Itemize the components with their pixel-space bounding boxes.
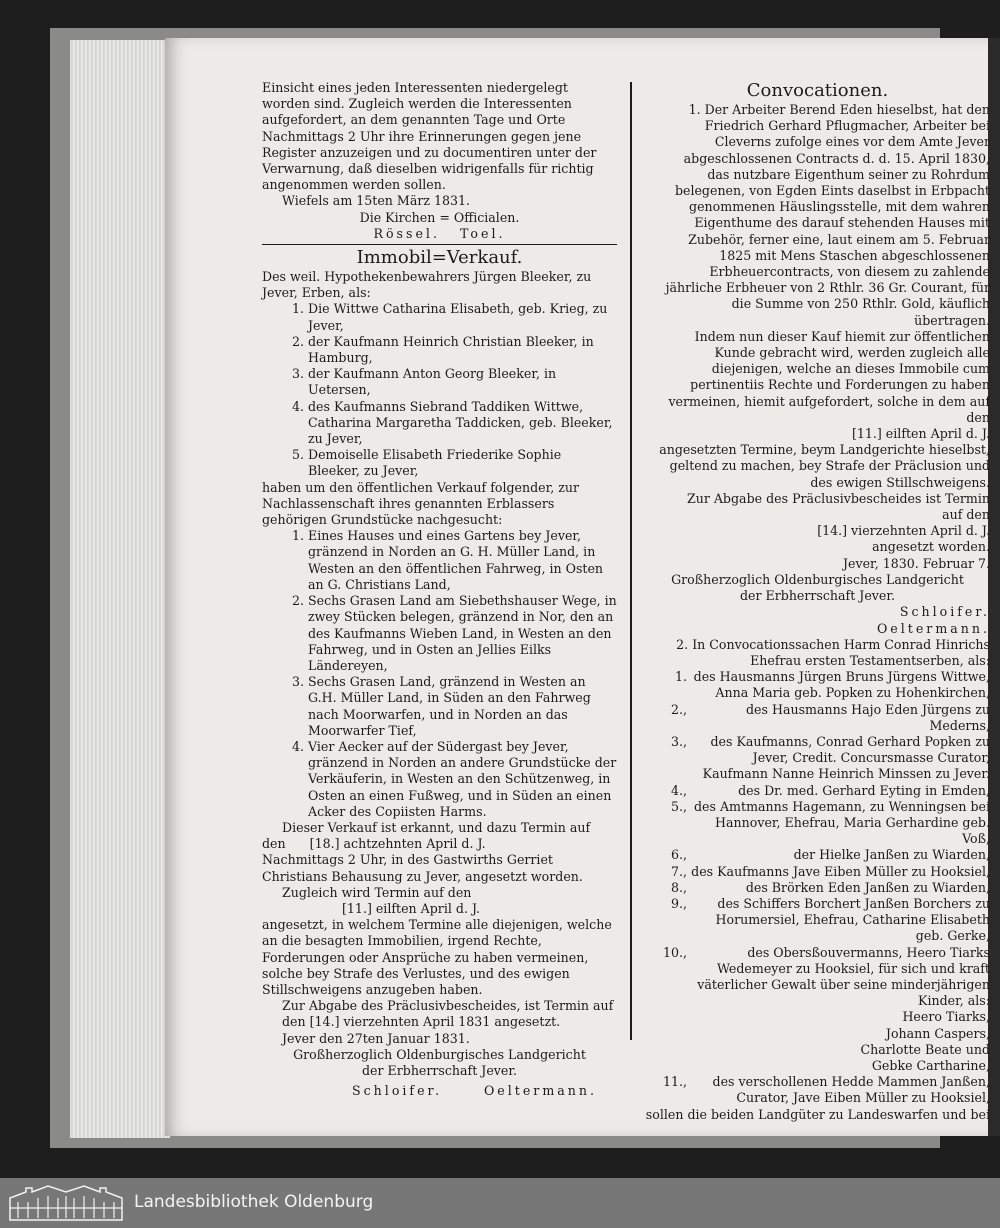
list-text: des Kaufmanns Siebrand Taddiken Wittwe, Catharina Margaretha Taddicken, geb. Bleeker, zu Jever,: [308, 398, 613, 447]
child-name: Gebke Cartharine,: [871, 1057, 990, 1073]
notice-date: Wiefels am 15ten März 1831.: [282, 193, 471, 209]
parcels-list: [262, 528, 617, 820]
signature: Schloifer.: [899, 604, 990, 620]
court-name: Großherzoglich Oldenburgisches Landgericht: [293, 1046, 586, 1062]
notice-paragraph: Einsicht eines jeden Interessenten niedergelegt worden sind. Zugleich werden die Interessenten aufgefordert, an dem genannten Tage und Orte Nachmittags 2 Uhr ihre Erinnerungen gegen jene Register anzuzeigen und zu documentiren unter der Verwarnung, daß dieselben widrigenfalls für richtig angenommen werden sollen.: [262, 80, 597, 193]
court-name: der Erbherrschaft Jever.: [740, 588, 895, 604]
list-text: Die Wittwe Catharina Elisabeth, geb. Krieg, zu Jever,: [308, 301, 608, 333]
list-item: [262, 593, 617, 674]
term-date: [14.] vierzehnten April d. J.: [817, 523, 990, 539]
list-number: 7.,: [670, 863, 687, 879]
preclusion-paragraph: Zur Abgabe des Präclusivbescheides, ist Termin auf den [14.] vierzehnten April 1831 angesetzt.: [282, 998, 614, 1030]
list-text: Vier Aecker auf der Südergast bey Jever, gränzend in Norden an andere Grundstücke der Verkäuferin, in Westen an den Schützenweg, in Osten an einen Fußweg, und in Süden an einen Acker des Copiisten Harms.: [308, 738, 617, 819]
court-name: der Erbherrschaft Jever.: [362, 1062, 517, 1078]
list-text: des Hausmanns Jürgen Bruns Jürgens Wittwe, Anna Maria geb. Popken zu Hohenkirchen,: [693, 669, 990, 701]
list-item: [262, 739, 617, 820]
list-text: Sechs Grasen Land, gränzend in Westen an G.H. Müller Land, in Süden an den Fahrweg nach Moorwarfen, und in Norden an das Moorwarfer Tief,: [308, 674, 591, 738]
heirs-list: [262, 301, 617, 479]
footer-bar: [0, 1178, 1000, 1228]
convocation-paragraph: Zur Abgabe des Präclusivbescheides ist Termin auf den: [686, 490, 990, 523]
list-item: [645, 864, 990, 880]
list-number: 3.,: [670, 733, 687, 749]
list-number: 5.: [291, 447, 304, 463]
convocation-paragraph: angesetzten Termine, beym Landgerichte hieselbst, geltend zu machen, bey Strafe der Präclusion und des ewigen Stillschweigens.: [659, 442, 990, 490]
list-text: des Brörken Eden Janßen zu Wiarden,: [745, 879, 990, 895]
convocation-paragraph: 2. In Convocationssachen Harm Conrad Hinrichs Ehefrau ersten Testamentserben, als:: [676, 636, 990, 668]
list-number: 1.: [291, 528, 304, 544]
list-item: [262, 334, 617, 366]
list-item: [645, 896, 990, 945]
convocation-paragraph: angesetzt worden.: [872, 539, 990, 555]
list-item: [645, 799, 990, 848]
list-item: [262, 399, 617, 448]
sale-location: Nachmittags 2 Uhr, in des Gastwirths Gerriet Christians Behausung zu Jever, angesetzt worden.: [262, 852, 583, 884]
section-heading: Convocationen.: [746, 80, 889, 101]
list-item: [262, 674, 617, 739]
column-divider: [630, 82, 632, 1040]
list-text: Eines Hauses und eines Gartens bey Jever, gränzend in Norden an G. H. Müller Land, in Westen an den öffentlichen Fahrweg, in Osten an G. Christians Land,: [308, 528, 604, 592]
section-heading: Immobil=Verkauf.: [356, 247, 523, 269]
term-date: [18.] achtzehnten April d. J.: [309, 836, 486, 852]
signature: Schloifer.: [352, 1083, 443, 1099]
list-text: des Schiffers Borchert Janßen Borchers zu Horumersiel, Ehefrau, Catharine Elisabeth geb. Gerke,: [715, 895, 990, 944]
convocation-paragraph: Indem nun dieser Kauf hiemit zur öffentlichen Kunde gebracht wird, werden zugleich alle diejenigen, welche an dieses Immobile cum pertinentiis Rechte und Forderungen zu haben vermeinen, hiemit aufgefordert, solche in dem auf den: [668, 328, 990, 425]
signature-line: [645, 621, 990, 637]
term-prefix: den: [262, 836, 286, 852]
list-item: [645, 880, 990, 896]
list-number: 3.: [291, 674, 304, 690]
list-text: der Hielke Janßen zu Wiarden,: [793, 847, 990, 863]
list-text: der Kaufmann Heinrich Christian Bleeker, in Hamburg,: [308, 333, 594, 366]
list-number: 11.,: [662, 1074, 687, 1090]
notice-officials: Die Kirchen = Officialen.: [359, 209, 520, 225]
list-number: 10.,: [662, 944, 687, 960]
list-item: [645, 783, 990, 799]
term-date: [11.] eilften April d. J.: [851, 426, 990, 442]
child-name: Johann Caspers,: [885, 1025, 990, 1041]
footer-label: Landesbibliothek Oldenburg: [134, 1192, 374, 1212]
list-item: [262, 366, 617, 398]
list-item: [262, 528, 617, 593]
court-name: Großherzoglich Oldenburgisches Landgericht: [671, 571, 964, 587]
child-name: Charlotte Beate und: [860, 1041, 990, 1057]
list-number: 4.,: [670, 782, 687, 798]
right-column: [645, 80, 990, 1123]
list-number: 2.: [291, 333, 304, 349]
list-text: des Amtmanns Hagemann, zu Wenningsen bei Hannover, Ehefrau, Maria Gerhardine geb. Voß,: [693, 798, 990, 847]
list-text: des Hausmanns Hajo Eden Jürgens zu Mederns,: [745, 701, 990, 733]
list-number: 8.,: [670, 879, 687, 895]
notice-date: Jever den 27ten Januar 1831.: [282, 1030, 470, 1046]
convocation-paragraph: 1. Der Arbeiter Berend Eden hieselbst, hat den Friedrich Gerhard Pflugmacher, Arbeiter bei Cleverns zufolge eines vor dem Amte Jever abgeschlossenen Contracts d. d. 15. April 1830, das nutzbare Eigenthum seiner zu Rohrdum belegenen, von Egden Eints daselbst in Erbpacht genommenen Häuslingsstelle, mit dem wahren Eigenthume des darauf stehenden Hauses mit Zubehör, ferner eine, laut einem am 5. Februar 1825 mit Mens Staschen abgeschlossenen Erbheuercontracts, von diesem zu zahlende jährliche Erbheuer von 2 Rthlr. 36 Gr. Courant, für die Summe von 250 Rthlr. Gold, käuflich übertragen.: [665, 102, 990, 328]
list-text: Demoiselle Elisabeth Friederike Sophie Bleeker, zu Jever,: [308, 447, 562, 479]
petition-paragraph: haben um den öffentlichen Verkauf folgender, zur Nachlassenschaft ihres genannten Erblassers gehörigen Grundstücke nachgesucht:: [262, 479, 580, 528]
signature: Oeltermann.: [483, 1083, 597, 1099]
claims-paragraph: angesetzt, in welchem Termine alle diejenigen, welche an die besagten Immobilien, irgend Rechte, Forderungen oder Ansprüche zu haben vermeinen, solche bey Strafe des Verlustes, und des ewigen Stillschweigens anzugeben haben.: [262, 917, 612, 997]
court-signatures: [262, 1079, 617, 1099]
list-number: 2.: [291, 593, 304, 609]
list-text: Sechs Grasen Land am Siebethshauser Wege, in zwey Stücken belegen, gränzend in Nor, den an des Kaufmanns Wieben Land, in Westen an den Fahrweg, und in Osten an Jellies Eilks Ländereyen,: [308, 593, 617, 673]
list-text: des verschollenen Hedde Mammen Janßen, Curator, Jave Eiben Müller zu Hooksiel,: [712, 1074, 990, 1106]
list-text: der Kaufmann Anton Georg Bleeker, in Uetersen,: [308, 366, 557, 398]
list-number: 3.: [291, 366, 304, 382]
notice-date: Jever, 1830. Februar 7.: [842, 555, 990, 571]
list-text: des Kaufmanns Jave Eiben Müller zu Hooksiel,: [691, 863, 990, 879]
list-item: [645, 1074, 990, 1106]
list-number: 1.: [291, 301, 304, 317]
child-name: Heero Tiarks,: [902, 1009, 990, 1025]
signature: Toel.: [460, 225, 506, 241]
list-number: 9.,: [670, 895, 687, 911]
signature: Rössel.: [373, 225, 440, 241]
page-edges: [70, 40, 170, 1138]
heirs-list: [645, 669, 990, 1009]
children-list: [645, 1009, 990, 1074]
signature: Oeltermann.: [876, 620, 990, 636]
list-number: 4.: [291, 398, 304, 414]
list-item: [645, 945, 990, 1010]
list-item: [645, 847, 990, 863]
sale-paragraph: Dieser Verkauf ist erkannt, und dazu Termin auf: [282, 819, 591, 835]
list-number: 5.,: [670, 798, 687, 814]
list-number: 4.: [291, 738, 304, 754]
heirs-intro: Des weil. Hypothekenbewahrers Jürgen Bleeker, zu Jever, Erben, als:: [262, 269, 592, 301]
list-number: 2.,: [670, 701, 687, 717]
list-item: [645, 669, 990, 701]
list-text: des Kaufmanns, Conrad Gerhard Popken zu Jever, Credit. Concursmasse Curator, Kaufmann Nanne Heinrich Minssen zu Jever.: [702, 733, 990, 782]
term-paragraph: Zugleich wird Termin auf den: [282, 884, 472, 900]
notice-signatures: [262, 226, 617, 242]
list-item: [645, 734, 990, 783]
convocation-paragraph: sollen die beiden Landgüter zu Landeswarfen und bei: [645, 1106, 990, 1122]
term-line: [262, 836, 617, 852]
list-item: [262, 447, 617, 479]
list-number: 1.: [674, 669, 687, 685]
list-text: des Obersßouvermanns, Heero Tiarks Wedemeyer zu Hooksiel, für sich und kraft väterlicher Gewalt über seine minderjährigen Kinder, als:: [697, 944, 990, 1009]
signature-line: [645, 604, 990, 620]
section-rule: [262, 244, 617, 245]
library-building-logo: [8, 1184, 124, 1222]
term-date: [11.] eilften April d. J.: [342, 900, 481, 916]
list-item: [262, 301, 617, 333]
list-number: 6.,: [670, 847, 687, 863]
left-column: [262, 80, 617, 1099]
list-item: [645, 702, 990, 734]
list-text: des Dr. med. Gerhard Eyting in Emden,: [738, 782, 990, 798]
